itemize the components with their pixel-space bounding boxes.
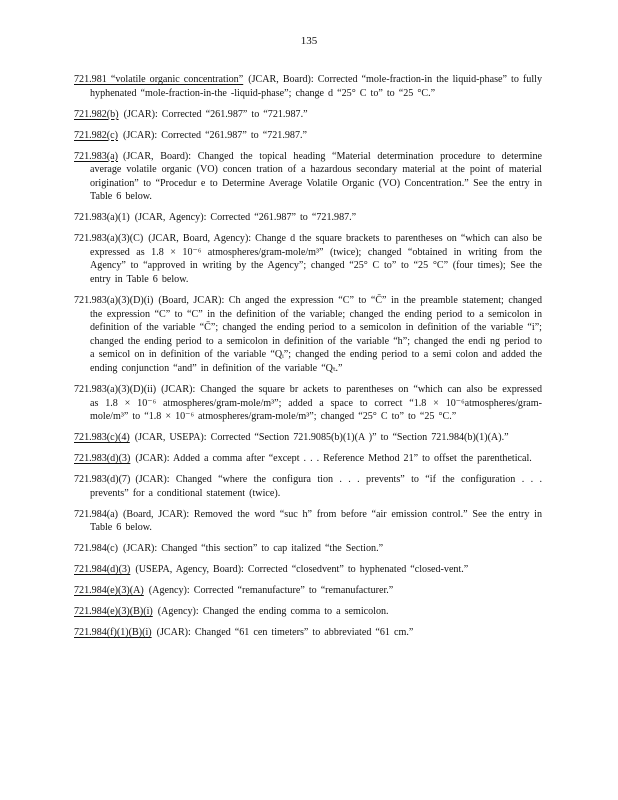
amendment-description: (Board, JCAR): Removed the word “suc h” from before “air emission control.” See the entry in Table 6 below. <box>90 508 542 534</box>
amendment-entry <box>74 431 542 445</box>
amendment-description: (JCAR, Agency): Corrected “261.987” to “721.987.” <box>134 212 357 224</box>
amendment-entry <box>74 73 542 100</box>
amendment-entry <box>74 508 542 535</box>
section-reference: 721.983(c)(4) <box>74 432 130 444</box>
amendment-entry <box>74 563 542 577</box>
section-reference: 721.984(a) <box>74 508 119 520</box>
section-reference: 721.983(a) <box>74 150 119 162</box>
section-reference: 721.983(d)(3) <box>74 453 131 465</box>
amendment-entry <box>74 605 542 619</box>
amendment-description: (JCAR): Changed “where the configura tion . . . prevents” to “if the configuration . . . prevents” for a conditional statement (twice). <box>90 474 542 499</box>
section-reference: 721.982(c) <box>74 129 119 141</box>
section-reference: 721.983(a)(3)(D)(ii) <box>74 384 157 396</box>
amendment-description: (Agency): Corrected “remanufacture” to “remanufacturer.” <box>148 585 394 597</box>
amendment-description: (JCAR, Board): Changed the topical heading “Material determination procedure to determine average volatile organic (VO) concen tration of a hazardous secondary material at the point of material origination” to “Procedur e to Determine Average Volatile Organic (VO) Concentration.” See the entry in Table 6 below. <box>90 150 542 203</box>
section-reference: 721.983(a)(3)(D)(i) <box>74 295 154 307</box>
amendment-description: (Agency): Changed the ending comma to a semicolon. <box>157 606 389 618</box>
amendment-description: (JCAR): Corrected “261.987” to “721.987.” <box>123 129 308 141</box>
section-reference: 721.983(a)(1) <box>74 212 130 224</box>
section-reference: 721.984(c) <box>74 543 119 555</box>
section-reference: 721.983(a)(3)(C) <box>74 233 144 245</box>
amendment-entry <box>74 150 542 204</box>
section-reference: 721.981 “volatile organic concentration” <box>74 74 244 85</box>
entries-list <box>74 73 542 647</box>
amendment-entry <box>74 294 542 376</box>
section-reference: 721.984(f)(1)(B)(i) <box>74 627 152 639</box>
amendment-description: (JCAR): Corrected “261.987” to “721.987.” <box>123 108 308 120</box>
amendment-description: (JCAR, USEPA): Corrected “Section 721.9085(b)(1)(A )” to “Section 721.984(b)(1)(A).” <box>134 432 509 444</box>
amendment-description: (JCAR): Changed the square br ackets to parentheses on “which can also be expressed as 1.8 × 10⁻⁶ atmospheres/gram-mole/m³”; added a space to correct “1.8 × 10⁻⁶atmospheres/gram-mole/m³” to “1.8 × 10⁻⁶ atmospheres/gram-mole/m³”; changed “25° C to” to “25 °C.” <box>90 384 542 423</box>
amendment-description: (USEPA, Agency, Board): Corrected “closedvent” to hyphenated “closed-vent.” <box>135 564 469 576</box>
amendment-description: (JCAR): Changed “this section” to cap italized “the Section.” <box>123 543 384 555</box>
amendment-description: (JCAR): Added a comma after “except . . . Reference Method 21” to offset the parenthetical. <box>135 453 532 465</box>
section-reference: 721.984(d)(3) <box>74 564 131 576</box>
amendment-description: (JCAR): Changed “61 cen timeters” to abbreviated “61 cm.” <box>156 627 414 639</box>
amendment-description: (JCAR, Board): Corrected “mole-fraction-in the liquid-phase” to fully hyphenated “mole-fraction-in-the -liquid-phase”; change d “25° C to” to “25 °C.” <box>90 74 542 99</box>
amendment-entry <box>74 542 542 556</box>
amendment-entry <box>74 108 542 122</box>
amendment-entry <box>74 626 542 640</box>
section-reference: 721.984(e)(3)(B)(i) <box>74 606 153 618</box>
amendment-entry <box>74 383 542 424</box>
amendment-entry <box>74 129 542 143</box>
amendment-entry <box>74 452 542 466</box>
amendment-entry <box>74 584 542 598</box>
section-reference: 721.982(b) <box>74 108 119 120</box>
amendment-entry <box>74 473 542 500</box>
amendment-entry <box>74 232 542 286</box>
amendment-description: (JCAR, Board, Agency): Change d the square brackets to parentheses on “which can also be expressed as 1.8 × 10⁻⁶ atmospheres/gram-mole/m³” (twice); changed “obtained in writing from the Agency” to “approved in writing by the Agency”; changed “25° C to” to “25 °C” (four times); See the entry in Table 6 below. <box>90 233 542 286</box>
amendment-entry <box>74 211 542 225</box>
section-reference: 721.983(d)(7) <box>74 474 131 486</box>
amendment-description: (Board, JCAR): Ch anged the expression “C” to “C̄” in the preamble statement; changed the expression “C” to “C” in the definition of the variable; changed the ending period to a semicolon in definition of the variable “C̄”; changed the ending period to a semicolon in definition of the variable “i”; changed the ending period to a semicolon in definition of the variable “h”; changed the endi ng period to a semicol on in definition of the variable “Qᵢ”; changed the ending period to a semi colon and added the ending conjunction “and” in definition of the variable “Qₜ.” <box>90 295 542 375</box>
page-number: 135 <box>300 35 318 47</box>
section-reference: 721.984(e)(3)(A) <box>74 585 144 597</box>
